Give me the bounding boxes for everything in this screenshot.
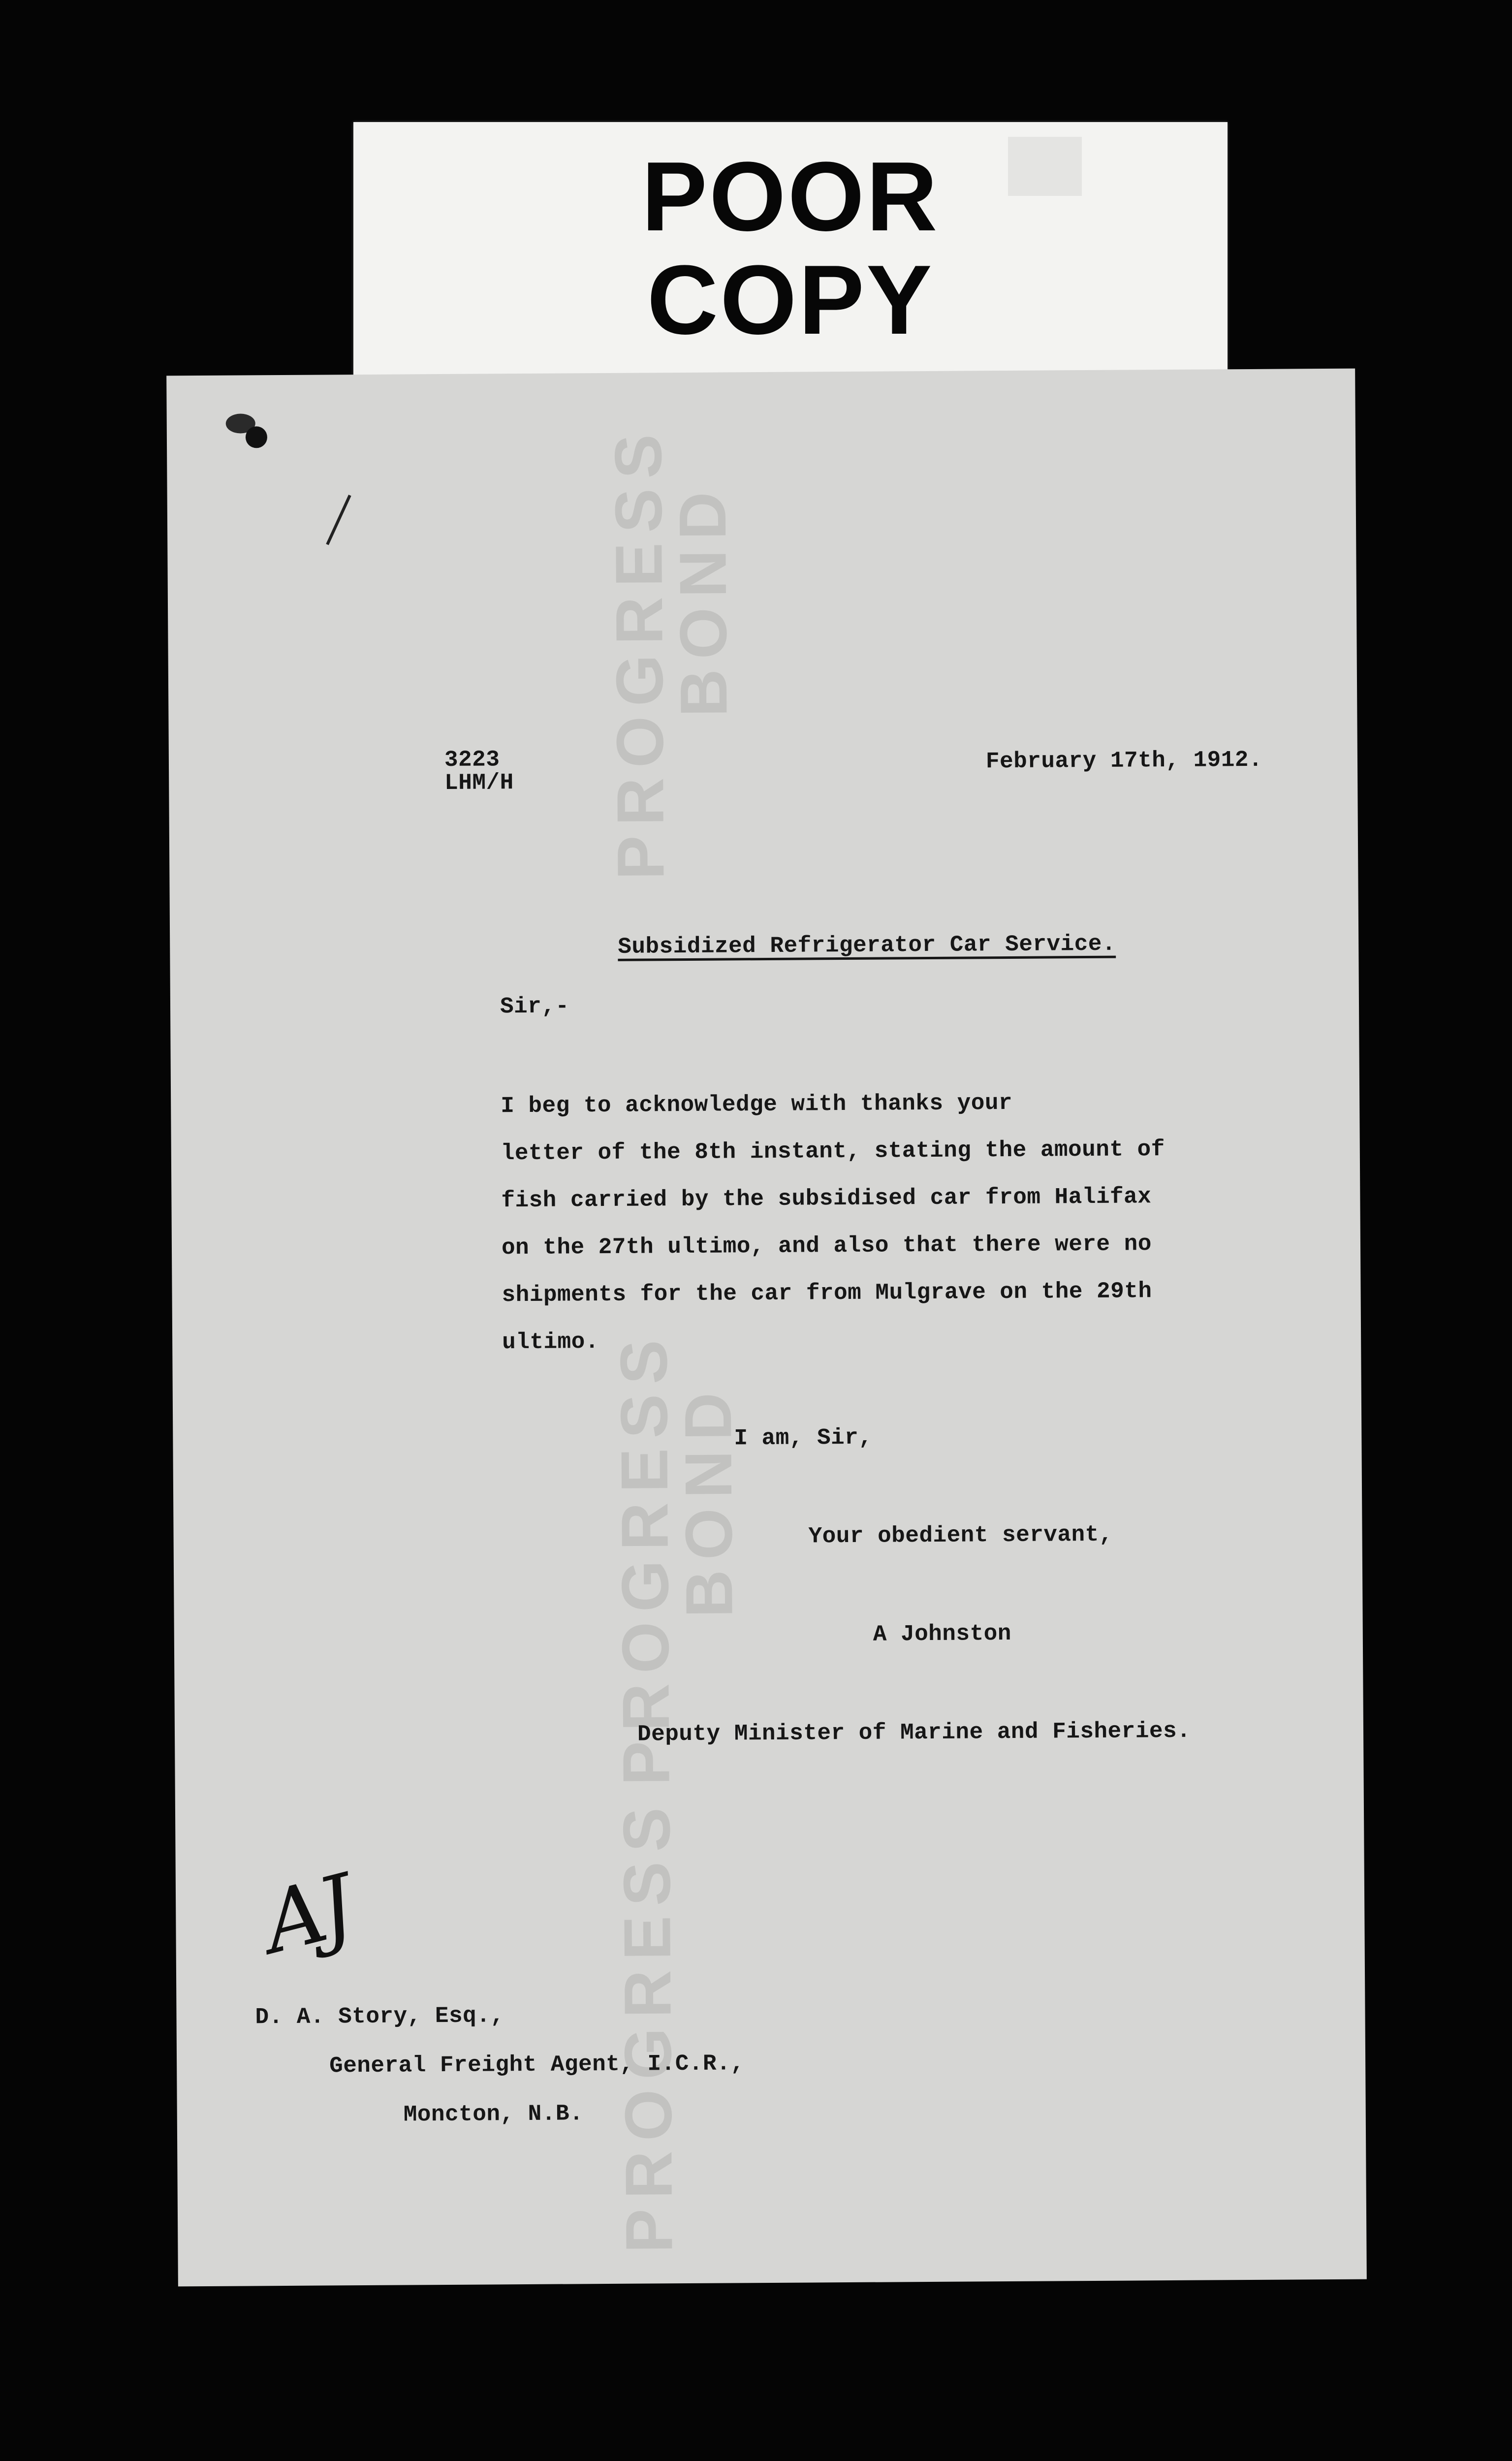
letter-page [166,369,1367,2287]
watermark-progress: PROGRESS [609,1797,687,2253]
letter-body: I beg to acknowledge with thanks your letter of the 8th instant, stating the amount of fish carried by the subsidised car from Halifax on the 27th ultimo, and also that there were no shipments for the car from Mulgrave on the 29th ultimo. [501,1090,1165,1356]
signature: A Johnston [873,1620,1012,1647]
salutation: Sir,- [500,993,569,1020]
addressee-name: D. A. Story, Esq., [255,2003,504,2030]
valediction: Your obedient servant, [808,1521,1113,1549]
banner-line-2: COPY [647,245,934,355]
reference-number: 3223 [444,747,500,773]
reference-initials: LHM/H [444,770,514,796]
signer-title: Deputy Minister of Marine and Fisheries. [637,1718,1191,1747]
pencil-tick-mark [326,495,351,545]
closing: I am, Sir, [734,1424,873,1451]
watermark-progress: PROGRESS [600,424,678,881]
addressee-location: Moncton, N.B. [403,2101,584,2128]
watermark-bond: BOND [665,481,741,718]
letter-date: February 17th, 1912. [985,747,1263,775]
poor-copy-banner [353,122,1228,383]
staple-hole-icon [246,426,267,448]
letter-subject: Subsidized Refrigerator Car Service. [618,931,1116,960]
banner-line-1: POOR [641,142,940,252]
watermark-progress: PROGRESS [606,1329,684,1786]
addressee-title: General Freight Agent, I.C.R., [329,2051,745,2079]
handwritten-initials: AJ [253,1857,360,1973]
watermark-bond: BOND [670,1382,747,1618]
